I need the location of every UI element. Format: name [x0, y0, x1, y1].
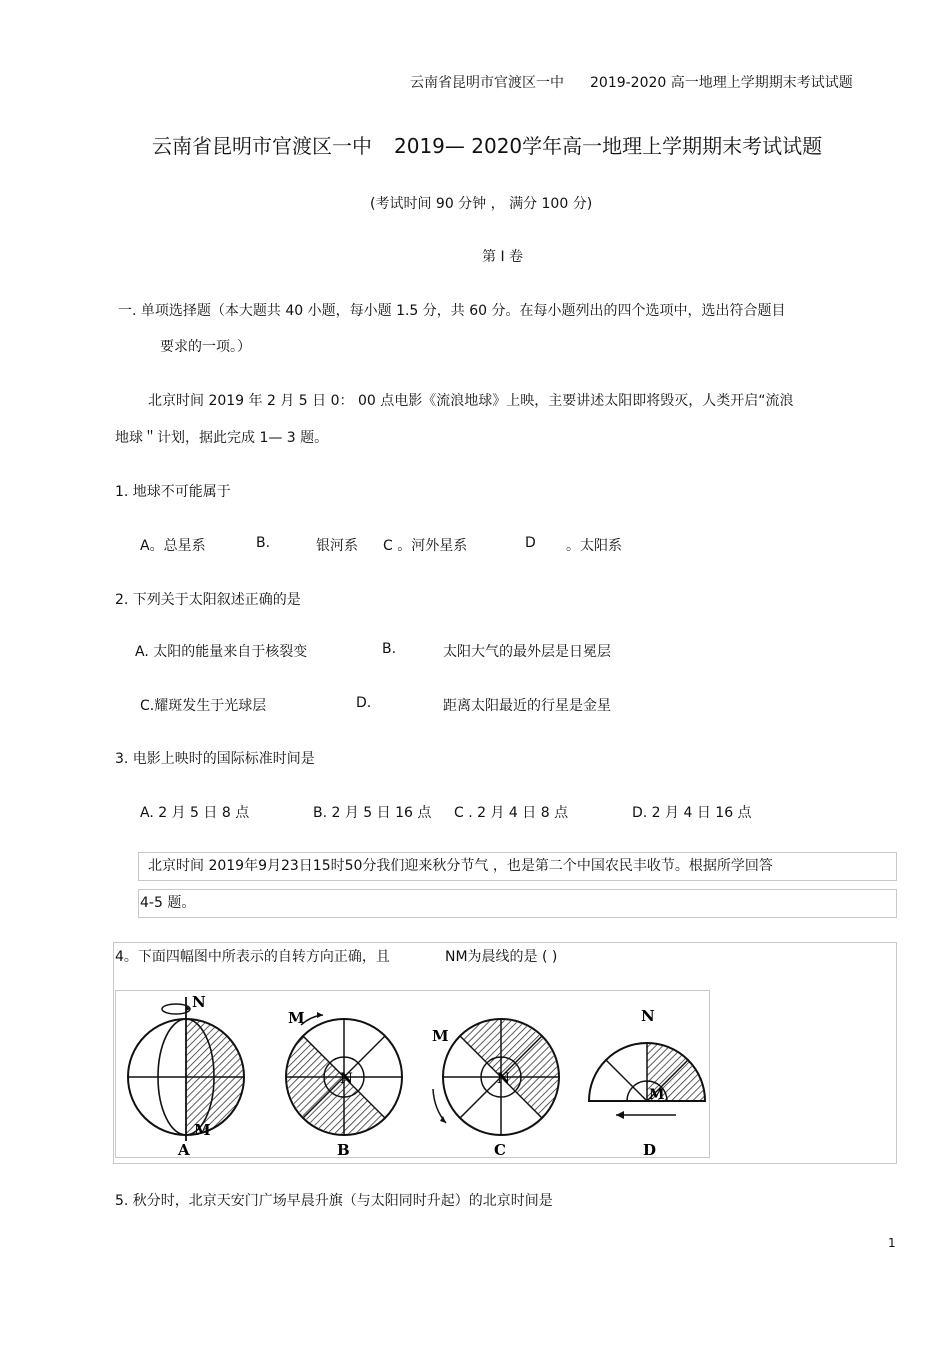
q1-option-c: C 。河外星系 [383, 538, 468, 554]
q2-option-a: A. 太阳的能量来自于核裂变 [135, 644, 308, 660]
q2-option-b-label: B. [382, 641, 397, 657]
q2-stem: 2. 下列关于太阳叙述正确的是 [115, 592, 301, 608]
passage1-line1: 北京时间 2019 年 2 月 5 日 0： 00 点电影《流浪地球》上映，主要讲述太阳即将毁灭，人类开启“流浪 [148, 393, 794, 409]
volume-label: 第 Ⅰ 卷 [482, 249, 524, 265]
q1-stem: 1. 地球不可能属于 [115, 484, 231, 500]
title-part1: 云南省昆明市官渡区一中 [152, 134, 372, 158]
q3-option-d: D. 2 月 4 日 16 点 [632, 805, 752, 821]
diagram-c [432, 1019, 559, 1135]
diagram-label-a: A [178, 1141, 190, 1157]
diagram-c-n-letter: N [497, 1071, 510, 1087]
q2-option-c: C.耀斑发生于光球层 [140, 698, 267, 714]
title-part2: 2019— 2020学年高一地理上学期期末考试试题 [394, 134, 823, 158]
diagram-d-n-letter: N [641, 1007, 655, 1025]
q1-option-b-label: B. [256, 535, 271, 551]
page-title [152, 130, 822, 159]
passage1-line2: 地球＂计划，据此完成 1— 3 题。 [115, 430, 329, 446]
q1-option-d-text: 。太阳系 [566, 538, 622, 554]
page-header [410, 72, 853, 92]
section-instruction-line2: 要求的一项。） [160, 339, 251, 355]
passage2-line1: 北京时间 2019年9月23日15时50分我们迎来秋分节气 ，也是第二个中国农民丰收节。根据所学回答 [148, 858, 773, 874]
diagram-a-m-letter: M [194, 1121, 211, 1139]
diagram-c-m-letter: M [432, 1027, 449, 1045]
rotation-diagram-svg [116, 991, 709, 1157]
diagram-label-b: B [337, 1141, 350, 1157]
diagram-b [286, 1009, 402, 1135]
diagram-d-m-letter: M [649, 1087, 665, 1103]
diagram-a-n-letter: N [192, 993, 206, 1011]
q1-option-d-label: D [525, 535, 536, 551]
q4-stem-a: 4。下面四幅图中所表示的自转方向正确，且 [115, 949, 390, 965]
q4-stem-b: NM为晨线的是 ( ) [445, 949, 558, 965]
section-instruction-line1: 一. 单项选择题（本大题共 40 小题，每小题 1.5 分，共 60 分。在每小题列出的四个选项中，选出符合题目 [118, 303, 786, 319]
diagram-b-n-letter: N [340, 1071, 353, 1087]
diagram-b-m-letter: M [288, 1009, 305, 1027]
q3-option-b: B. 2 月 5 日 16 点 [313, 805, 432, 821]
q2-option-d-text: 距离太阳最近的行星是金星 [443, 698, 611, 714]
passage2-line2: 4-5 题。 [140, 895, 196, 911]
q3-stem: 3. 电影上映时的国际标准时间是 [115, 751, 315, 767]
exam-info: (考试时间 90 分钟 ， 满分 100 分) [370, 196, 593, 212]
q3-option-c: C . 2 月 4 日 8 点 [454, 805, 569, 821]
q1-option-b-text: 银河系 [316, 538, 358, 554]
q1-option-a: A。总星系 [140, 538, 206, 554]
header-school: 云南省昆明市官渡区一中 [410, 75, 564, 91]
diagram-d [589, 1007, 705, 1119]
header-subtitle: 2019-2020 高一地理上学期期末考试试题 [590, 75, 853, 91]
diagram-label-d: D [643, 1141, 657, 1157]
q2-option-b-text: 太阳大气的最外层是日冕层 [443, 644, 611, 660]
q2-option-d-label: D. [356, 695, 372, 711]
page-number: 1 [888, 1236, 896, 1250]
q3-option-a: A. 2 月 5 日 8 点 [140, 805, 250, 821]
q5-stem: 5. 秋分时，北京天安门广场早晨升旗（与太阳同时升起）的北京时间是 [115, 1193, 553, 1209]
diagram-a [128, 993, 244, 1141]
rotation-diagram-figure [115, 990, 710, 1158]
passage2-box-bottom [138, 889, 897, 918]
diagram-label-c: C [494, 1141, 506, 1157]
